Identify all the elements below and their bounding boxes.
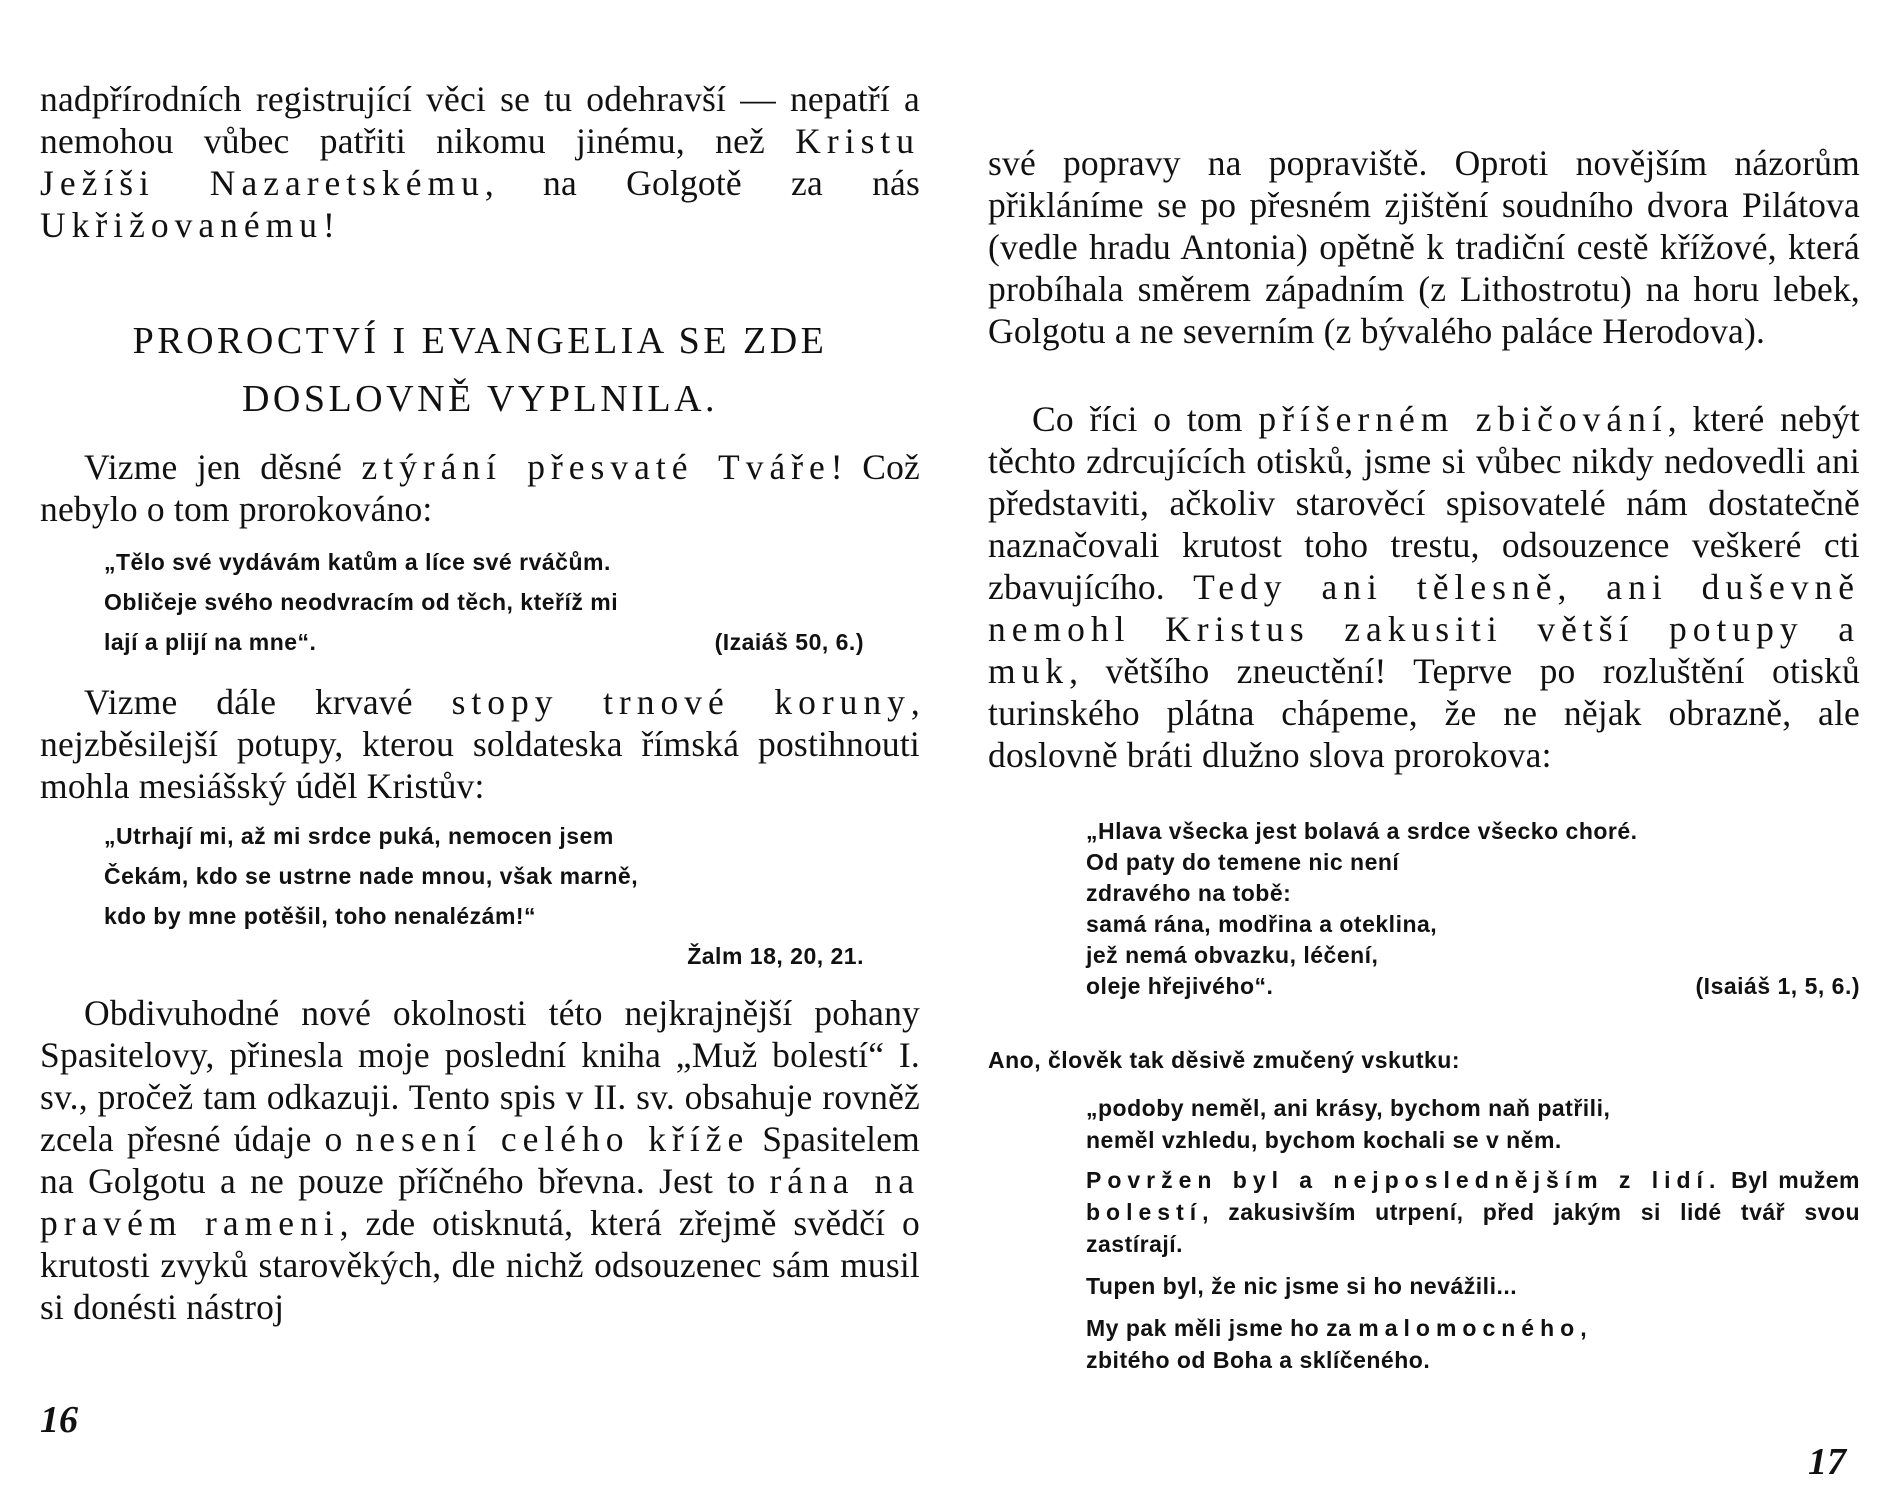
heading-line-1: PROROCTVÍ I EVANGELIA SE ZDE [132, 320, 828, 362]
emphasis-text: stopy trnové koruny [451, 682, 911, 722]
quote-source: Žalm 18, 20, 21. [687, 943, 864, 969]
emphasis-text: ztýrání přesvaté Tváře [361, 447, 831, 487]
quote-source: (Isaiáš 1, 5, 6.) [1695, 973, 1860, 999]
left-page [40, 0, 920, 1500]
emphasis-text: rána na pravém rameni [40, 1161, 920, 1243]
intro-line: Ano, člověk tak děsivě zmučený vskutku: [988, 1047, 1461, 1073]
emphasis-text: Povržen byl a nejposlednějším z lidí. [1086, 1167, 1722, 1193]
left-paragraph-4: Obdivuhodné nové okolnosti této nejkrajnější pohany Spasitelovy, přinesla moje poslední kniha „Muž bolestí“ I. sv., pročež tam odkazuji. Tento spis v II. sv. obsahuje rovněž zcela přesné údaje o nesení celého kříže Spasitelem na Golgotu a ne pouze příčného břevna. Jest to rána na pravém rameni, zde otisknutá, která zřejmě svědčí o krutosti zvyků starověkých, dle nichž odsouzenec sám musil si donésti nástroj [40, 993, 920, 1327]
page-number-right: 17 [1808, 1441, 1846, 1483]
quote-source: (Izaiáš 50, 6.) [714, 629, 864, 655]
emphasis-text: Tedy ani tělesně, ani duševně nemohl Kristus zakusiti větší potupy a muk [988, 567, 1860, 691]
emphasis-text: nesení celého kříže [355, 1119, 750, 1159]
quote-izaias-50: „Tělo své vydávám katům a líce své rváčům. Obličeje svého neodvracím od těch, kteříž mi lají a plijí na mne“. (Izaiáš 50, 6.) [104, 542, 864, 662]
right-paragraph-1: své popravy na popraviště. Oproti novějším názorům přikláníme se po přesném zjištění soudního dvora Pilátova (vedle hradu Antonia) opětně k tradiční cestě křížové, která probíhala směrem západním (z Lithostrotu) na horu lebek, Golgotu a ne severním (z bývalého paláce Herodova). [988, 143, 1860, 351]
page-number-left: 16 [40, 1399, 78, 1441]
right-paragraph-2: Co říci o tom příšerném zbičování, které nebýt těchto zdrcujících otisků, jsme si vůbec nikdy nedovedli ani představiti, ačkoliv starověcí spisovatelé nám dostatečně naznačovali krutost toho trestu, odsouzence veškeré cti zbavujícího. Tedy ani tělesně, ani duševně nemohl Kristus zakusiti větší potupy a muk, většího zneuctění! Teprve po rozluštění otisků turinského plátna chápeme, že ne nějak obrazně, ale doslovně bráti dlužno slova prorokova: [988, 399, 1860, 775]
left-paragraph-1: nadpřírodních registrující věci se tu odehravší — nepatří a nemohou vůbec patřiti nikomu jinému, než Kristu Ježíši Nazaretskému, na Golgotě za nás Ukřižovanému! [40, 79, 920, 245]
section-heading [40, 312, 920, 428]
quote-isaias-1: „Hlava všecka jest bolavá a srdce všecko choré. Od paty do temene nic není zdravého na tobě: samá rána, modřina a oteklina, jež nemá obvazku, léčení, oleje hřejivého“. (Isaiáš 1, 5, 6.) [1086, 816, 1860, 1002]
emphasis-text: malomocného [1358, 1315, 1581, 1341]
quote-zalm-18: „Utrhají mi, až mi srdce puká, nemocen jsem Čekám, kdo se ustrne nade mnou, však marně, kdo by mne potěšil, toho nenalézám!“ Žalm 18, 20, 21. [104, 823, 864, 969]
left-paragraph-2: Vizme jen děsné ztýrání přesvaté Tváře! Což nebylo o tom prorokováno: [40, 447, 920, 529]
heading-line-2: DOSLOVNĚ VYPLNILA. [241, 378, 719, 420]
emphasis-text: bolestí [1086, 1199, 1203, 1225]
emphasis-text: Ukřižovanému [40, 205, 323, 245]
emphasis-text: příšerném zbičování [1258, 399, 1668, 439]
quote-isaias-53: „podoby neměl, ani krásy, bychom naň patřili, neměl vzhledu, bychom kochali se v něm. Povržen byl a nejposlednějším z lidí. Byl mužem bolestí, zakusivším utrpení, před jakým si lidé tvář svou zastírají. Tupen byl, že nic jsme si ho nevážili... My pak měli jsme ho za malomocného, zbitého od Boha a sklíčeného. [1086, 1095, 1860, 1373]
left-paragraph-3: Vizme dále krvavé stopy trnové koruny, nejzběsilejší potupy, kterou soldateska římská postihnouti mohla mesiášský úděl Kristův: [40, 682, 920, 806]
right-page [988, 0, 1860, 1500]
emphasis-text: Kristu Ježíši Nazaretskému [40, 121, 920, 203]
